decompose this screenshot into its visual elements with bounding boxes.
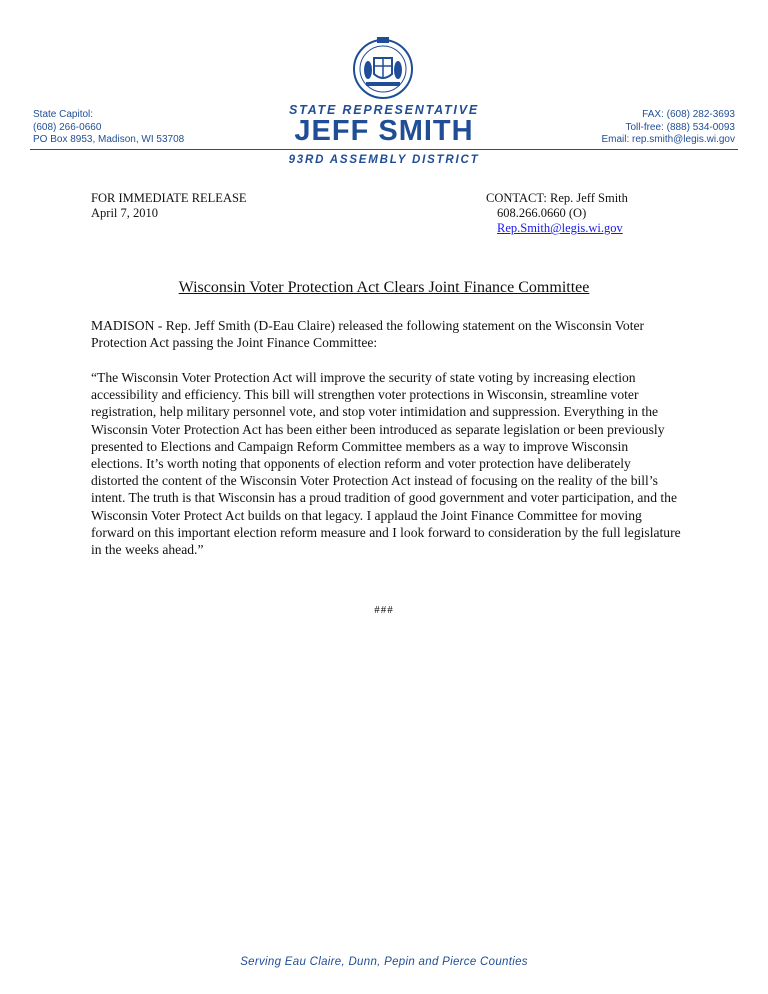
letterhead-email: Email: rep.smith@legis.wi.gov: [601, 134, 735, 145]
title-representative-name: JEFF SMITH: [294, 115, 474, 147]
release-block: [91, 191, 247, 221]
capitol-phone: (608) 266-0660: [33, 121, 102, 133]
state-seal-icon: [350, 34, 416, 100]
press-release-headline: Wisconsin Voter Protection Act Clears Joint Finance Committee: [178, 279, 590, 296]
statement-paragraph: “The Wisconsin Voter Protection Act will improve the security of state voting by increasing election accessibility and efficiency. This bill will strengthen voter protections in Wisconsin, streamline voter registration, help military personnel vote, and stop voter intimidation and suppression. Everything in the Wisconsin Voter Protection Act has been either been introduced as separate legislation or been previously presented to Elections and Campaign Reform Committee members as a way to improve Wisconsin elections. It’s worth noting that opponents of election reform and voter protection have deliberately distorted the content of the Wisconsin Voter Protection Act instead of focusing on the reality of the bill’s intent. The truth is that Wisconsin has a proud tradition of good government and voter participation, and the Wisconsin Voter Protect Act builds on that legacy. I applaud the Joint Finance Committee for moving forward on this important election reform measure and I look forward to consideration by the full legislature in the weeks ahead.”: [91, 370, 681, 558]
title-district: 93RD ASSEMBLY DISTRICT: [288, 154, 480, 166]
intro-paragraph: MADISON - Rep. Jeff Smith (D-Eau Claire) released the following statement on the Wisconsin Voter Protection Act passing the Joint Finance Committee:: [91, 318, 645, 351]
fax-number: FAX: (608) 282-3693: [642, 109, 735, 120]
release-label: FOR IMMEDIATE RELEASE: [91, 191, 247, 205]
capitol-label: State Capitol:: [33, 109, 94, 120]
contact-block: [486, 191, 628, 236]
release-date: April 7, 2010: [91, 206, 159, 220]
letterhead-divider: [30, 149, 738, 150]
end-mark: ###: [374, 604, 394, 616]
toll-free-number: Toll-free: (888) 534-0093: [625, 121, 735, 133]
contact-label: CONTACT: Rep. Jeff Smith: [486, 191, 628, 205]
fax-contact-block: [601, 109, 735, 147]
capitol-address: PO Box 8953, Madison, WI 53708: [33, 134, 185, 145]
contact-phone: 608.266.0660 (O): [497, 206, 587, 220]
contact-email-link[interactable]: Rep.Smith@legis.wi.gov: [497, 221, 623, 235]
title-state-representative: STATE REPRESENTATIVE: [289, 103, 479, 117]
footer-counties: Serving Eau Claire, Dunn, Pepin and Pierce Counties: [240, 956, 528, 968]
